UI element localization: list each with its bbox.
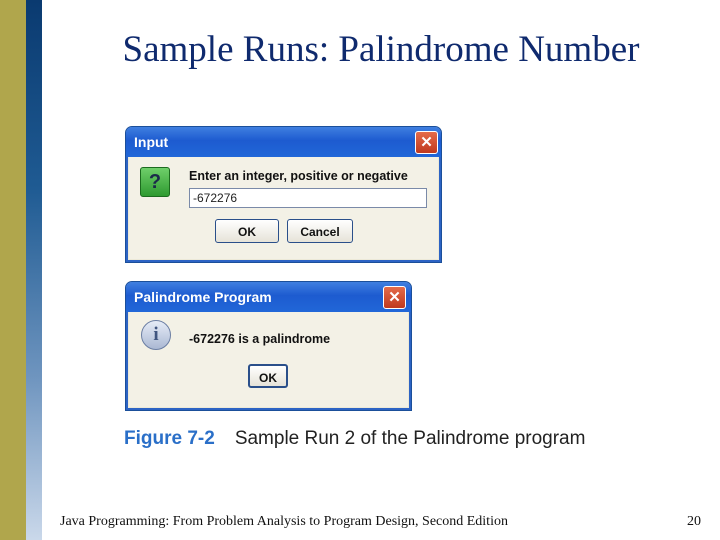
ok-button[interactable]: OK	[248, 364, 288, 388]
left-decorative-band	[0, 0, 26, 540]
integer-input-field[interactable]: -672276	[189, 188, 427, 208]
cancel-button[interactable]: Cancel	[287, 219, 353, 243]
result-dialog-titlebar[interactable]	[126, 282, 411, 312]
ok-button[interactable]: OK	[215, 219, 279, 243]
figure-caption	[124, 428, 585, 450]
palindrome-result-dialog	[125, 281, 412, 411]
result-dialog-title: Palindrome Program	[134, 289, 272, 305]
figure-caption-text: Sample Run 2 of the Palindrome program	[234, 428, 586, 449]
result-message: -672276 is a palindrome	[189, 332, 331, 346]
input-dialog-body	[129, 157, 438, 259]
input-prompt-label: Enter an integer, positive or negative	[189, 169, 408, 183]
info-icon: i	[141, 320, 171, 350]
input-dialog-title: Input	[134, 134, 169, 150]
close-icon[interactable]: ✕	[383, 286, 406, 309]
page-number: 20	[687, 514, 701, 529]
figure-label: Figure 7-2	[124, 428, 215, 449]
slide-title: Sample Runs: Palindrome Number	[122, 29, 640, 70]
input-dialog-titlebar[interactable]	[126, 127, 441, 157]
question-icon: ?	[140, 167, 170, 197]
left-gradient-band	[26, 0, 42, 540]
result-dialog-body	[129, 312, 408, 407]
close-icon[interactable]: ✕	[415, 131, 438, 154]
slide-footer: Java Programming: From Problem Analysis to Program Design, Second Edition	[60, 514, 508, 529]
input-dialog	[125, 126, 442, 263]
